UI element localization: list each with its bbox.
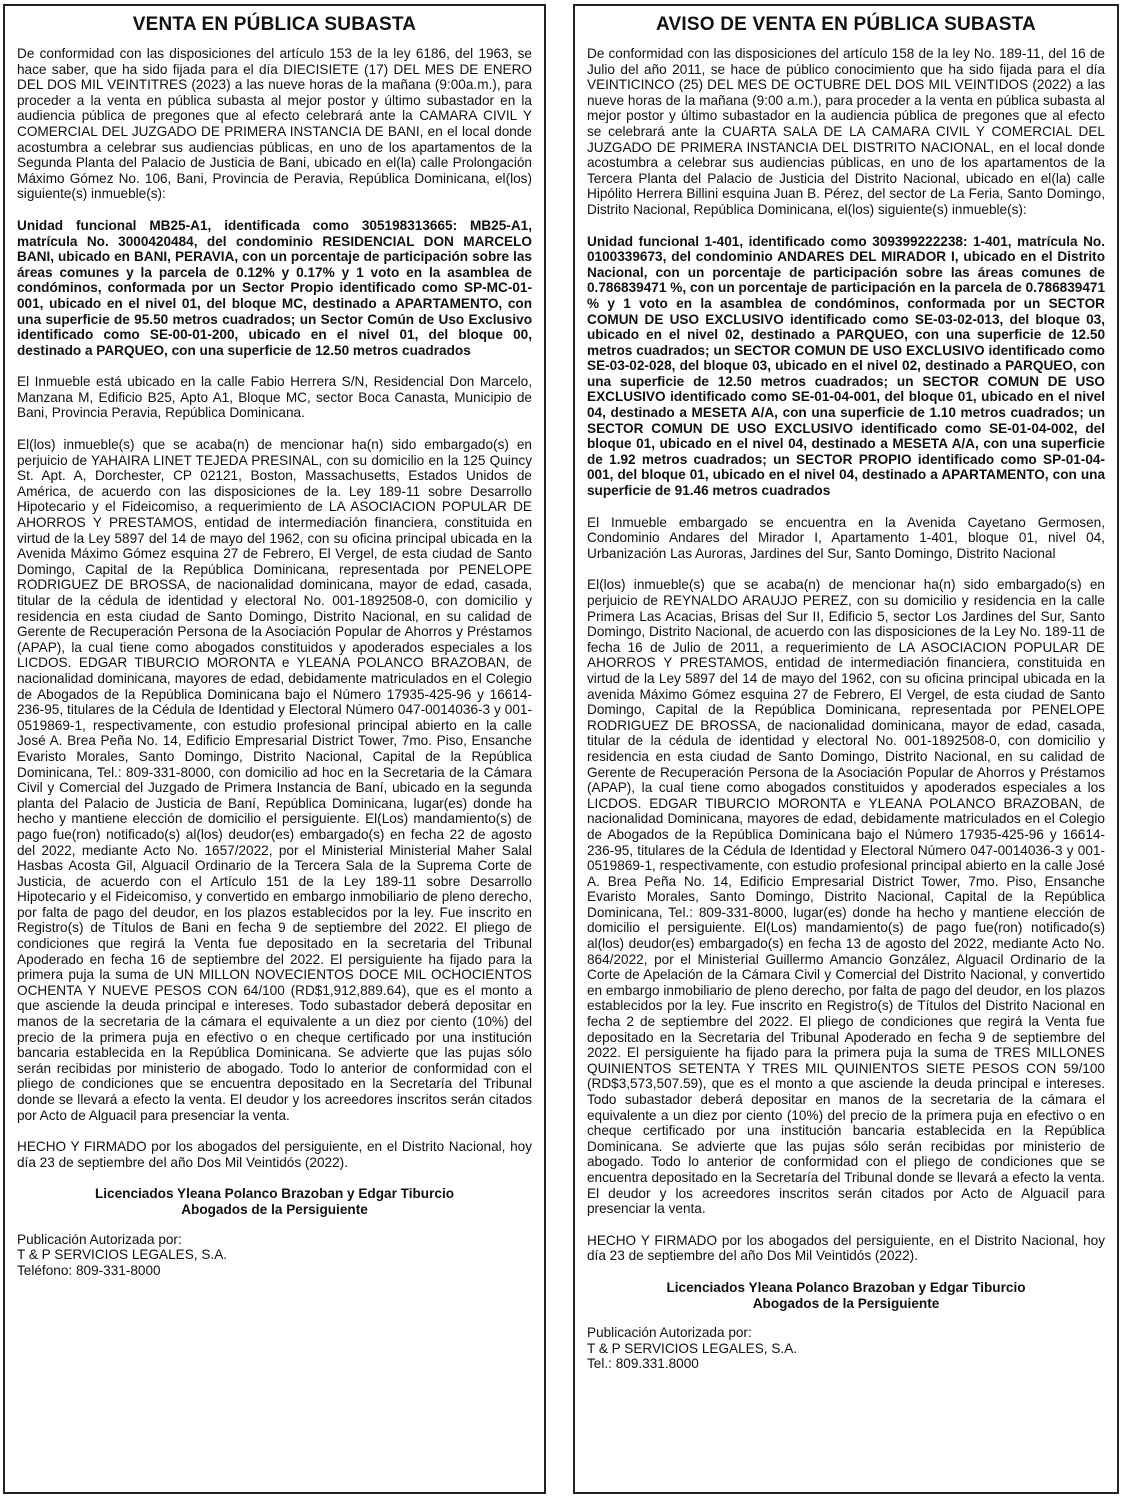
left-signature-role: Abogados de la Persiguiente	[181, 1201, 368, 1217]
left-signed-statement: HECHO Y FIRMADO por los abogados del persiguiente, en el Distrito Nacional, hoy día 23 de septiembre del año Dos Mil Veintidós (2022).	[17, 1139, 532, 1170]
left-property-description: Unidad funcional MB25-A1, identificada como 305198313665: MB25-A1, matrícula No. 3000420484, del condominio RESIDENCIAL DON MARCELO BANI, ubicado en BANI, PERAVIA, con un porcentaje de participación sobre las áreas comunes y la parcela de 0.12% y 0.17% y 1 voto en la asamblea de condóminos, conformada por un Sector Propio identificado como SP-MC-01-001, ubicado en el nivel 01, del bloque MC, destinado a APARTAMENTO, con una superficie de 95.50 metros cuadrados; un Sector Común de Uso Exclusivo identificado como SE-00-01-200, ubicado en el nivel 01, del bloque 00, destinado a PARQUEO, con una superficie de 12.50 metros cuadrados	[17, 217, 532, 358]
left-publication-block	[17, 1232, 532, 1279]
right-signature-role: Abogados de la Persiguiente	[752, 1295, 940, 1311]
left-publication-company: T & P SERVICIOS LEGALES, S.A.	[17, 1247, 228, 1263]
left-signature-names: Licenciados Yleana Polanco Brazoban y Edgar Tiburcio	[94, 1186, 455, 1202]
left-intro-paragraph: De conformidad con las disposiciones del artículo 153 de la ley 6186, del 1963, se hace saber, que ha sido fijada para el día DIECISIETE (17) DEL MES DE ENERO DEL DOS MIL VEINTITRES (2023) a las nueve horas de la mañana (9:00a.m.), para proceder a la venta en pública subasta al mejor postor y último subastador en la audiencia pública de pregones que al efecto celebrará ante la CAMARA CIVIL Y COMERCIAL DEL JUZGADO DE PRIMERA INSTANCIA DE BANI, en el local donde acostumbra a celebrar sus audiencias públicas, en uno de los apartamentos de la Segunda Planta del Palacio de Justicia de Bani, ubicado en el(la) calle Prolongación Máximo Gómez No. 106, Bani, Provincia de Peravia, República Dominicana, el(los) siguiente(s) inmueble(s):	[17, 46, 532, 202]
right-publication-block	[587, 1325, 1105, 1372]
right-signature-block	[587, 1280, 1105, 1311]
left-seizure-details: El(los) inmueble(s) que se acaba(n) de mencionar ha(n) sido embargado(s) en perjuicio de YAHAIRA LINET TEJEDA PRESINAL, con su domicilio en la 125 Quincy St. Apt. A, Dorchester, CP 02121, Boston, Massachusetts, Estados Unidos de América, de acuerdo con las disposiciones de la. Ley 189-11 sobre Desarrollo Hipotecario y el Fideicomiso, a requerimiento de LA ASOCIACION POPULAR DE AHORROS Y PRESTAMOS, entidad de intermediación financiera, constituida en virtud de la Ley 5897 del 14 de mayo del 1962, con su oficina principal ubicada en la Avenida Máximo Gómez esquina 27 de Febrero, El Vergel, de esta ciudad de Santo Domingo, Capital de la República Dominicana, representada por PENELOPE RODRIGUEZ DE BROSSA, de nacionalidad dominicana, mayor de edad, casada, titular de la cédula de identidad y electoral No. 001-1892508-0, con domicilio y residencia en esta ciudad de Santo Domingo, Distrito Nacional, en su calidad de Gerente de Recuperación Persona de la Asociación Popular de Ahorros y Préstamos (APAP), la cual tiene como abogados constituidos y apoderados especiales a los LICDOS. EDGAR TIBURCIO MORONTA e YLEANA POLANCO BRAZOBAN, de nacionalidad dominicana, mayores de edad, debidamente matriculados en el Colegio de Abogados de la República Dominicana bajo el Número 17935-425-96 y 16614-236-95, titulares de la Cédula de Identidad y Electoral Número 047-0014036-3 y 001-0519869-1, respectivamente, con estudio profesional principal abierto en la calle José A. Brea Peña No. 14, Edificio Empresarial District Tower, 7mo. Piso, Ensanche Evaristo Morales, Santo Domingo, Distrito Nacional, Capital de la República Dominicana, Tel.: 809-331-8000, con domicilio ad hoc en la Secretaria de la Cámara Civil y Comercial del Juzgado de Primera Instancia de Baní, ubicado en la segunda planta del Palacio de Justicia de Baní, República Dominicana, lugar(es) donde ha hecho y mantiene elección de domicilio el persiguiente. El(Los) mandamiento(s) de pago fue(ron) notificado(s) al(los) deudor(es) embargado(s) en fecha 22 de agosto del 2022, mediante Acto No. 1657/2022, por el Ministerial Ministerial Maher Salal Hasbas Acosta Gil, Alguacil Ordinario de la Tercera Sala de la Suprema Corte de Justicia, de acuerdo con el Artículo 151 de la Ley 189-11 sobre Desarrollo Hipotecario y el Fideicomiso, y convertido en embargo inmobiliario de pleno derecho, por falta de pago del deudor, en los plazos establecidos por la ley. Fue inscrito en Registro(s) de Títulos de Bani en fecha 9 de septiembre del 2022. El pliego de condiciones que regirá la Venta fue depositado en la secretaria del Tribunal Apoderado en fecha 16 de septiembre del 2022. El persiguiente ha fijado para la primera puja la suma de UN MILLON NOVECIENTOS DOCE MIL OCHOCIENTOS OCHENTA Y NUEVE PESOS CON 64/100 (RD$1,912,889.64), que es el monto a que asciende la deuda principal e intereses. Todo subastador deberá depositar en manos de la secretaria de la cámara el equivalente a un diez por ciento (10%) del precio de la primera puja en efectivo o en cheque certificado por una institución bancaria establecida en la República Dominicana. Se advierte que las pujas sólo serán recibidas por ministerio de abogado. Todo lo anterior de conformidad con el pliego de condiciones que se encuentra depositado en la Secretaría del Tribunal donde se llevará a efecto la venta. El deudor y los acreedores inscritos serán citados por Acto de Alguacil para presenciar la venta.	[17, 437, 532, 1123]
right-intro-paragraph: De conformidad con las disposiciones del artículo 158 de la ley No. 189-11, del 16 de Julio del año 2011, se hace de público conocimiento que ha sido fijada para el día VEINTICINCO (25) DEL MES DE OCTUBRE DEL DOS MIL VEINTIDOS (2022) a las nueve horas de la mañana (9:00 a.m.), para proceder a la venta en pública subasta al mejor postor y último subastador en la audiencia pública de pregones que al efecto se celebrará ante la CUARTA SALA DE LA CAMARA CIVIL Y COMERCIAL DEL JUZGADO DE PRIMERA INSTANCIA DEL DISTRITO NACIONAL, en el local donde acostumbra a celebrar sus audiencias públicas, en uno de los apartamentos de la Tercera Planta del Palacio de Justicia del Distrito Nacional, ubicado en el(la) calle Hipólito Herrera Billini esquina Juan B. Pérez, del sector de La Feria, Santo Domingo, Distrito Nacional, República Dominicana, el(los) siguiente(s) inmueble(s):	[587, 46, 1105, 217]
right-publication-label: Publicación Autorizada por:	[587, 1325, 752, 1341]
left-publication-label: Publicación Autorizada por:	[17, 1231, 182, 1247]
left-signature-block	[17, 1186, 532, 1217]
left-notice-title: VENTA EN PÚBLICA SUBASTA	[132, 14, 417, 35]
right-notice	[573, 4, 1119, 1494]
right-property-location: El Inmueble embargado se encuentra en la Avenida Cayetano Germosen, Condominio Andares del Mirador I, Apartamento 1-401, bloque 01, nivel 04, Urbanización Las Auroras, Jardines del Sur, Santo Domingo, Distrito Nacional	[587, 514, 1105, 561]
right-signed-statement: HECHO Y FIRMADO por los abogados del persiguiente, en el Distrito Nacional, hoy día 23 de septiembre del año Dos Mil Veintidós (2022).	[587, 1232, 1105, 1264]
right-seizure-details: El(los) inmueble(s) que se acaba(n) de mencionar ha(n) sido embargado(s) en perjuicio de REYNALDO ARAUJO PEREZ, con su domicilio y residencia en la calle Primera Las Acacias, Brisas del Sur II, Edificio 5, sector Los Jardines del Sur, Santo Domingo, Distrito Nacional, de acuerdo con las disposiciones de la Ley No. 189-11 de fecha 16 de Julio de 2011, a requerimiento de LA ASOCIACION POPULAR DE AHORROS Y PRESTAMOS, entidad de intermediación financiera, constituida en virtud de la Ley 5897 del 14 de mayo del 1962, con su oficina principal ubicada en la avenida Máximo Gómez esquina 27 de Febrero, El Vergel, de esta ciudad de Santo Domingo, Capital de la República Dominicana, representada por PENELOPE RODRIGUEZ DE BROSSA, de nacionalidad dominicana, mayor de edad, casada, titular de la cédula de identidad y electoral No. 001-1892508-0, con domicilio y residencia en esta ciudad de Santo Domingo, Distrito Nacional, en su calidad de Gerente de Recuperación Persona de la Asociación Popular de Ahorros y Préstamos (APAP), la cual tiene como abogados constituidos y apoderados especiales a los LICDOS. EDGAR TIBURCIO MORONTA e YLEANA POLANCO BRAZOBAN, de nacionalidad Dominicana, mayores de edad, debidamente matriculados en el Colegio de Abogados de la República Dominicana bajo el Número 17935-425-96 y 16614-236-95, titulares de la Cédula de Identidad y Electoral Número 047-0014036-3 y 001-0519869-1, respectivamente, con estudio profesional principal abierto en la calle José A. Brea Peña No. 14, Edificio Empresarial District Tower, 7mo. Piso, Ensanche Evaristo Morales, Santo Domingo, Distrito Nacional, Capital de la República Dominicana, Tel.: 809-331-8000, lugar(es) donde ha hecho y mantiene elección de domicilio el persiguiente. El(Los) mandamiento(s) de pago fue(ron) notificado(s) al(los) deudor(es) embargado(s) en fecha 13 de agosto del 2022, mediante Acto No. 864/2022, por el Ministerial Guillermo Amancio González, Alguacil Ordinario de la Corte de Apelación de la Cámara Civil y Comercial del Distrito Nacional, y convertido en embargo inmobiliario de pleno derecho, por falta de pago del deudor, en los plazos establecidos por la ley. Fue inscrito en Registro(s) de Títulos del Distrito Nacional en fecha 2 de septiembre del 2022. El pliego de condiciones que regirá la Venta fue depositado en la Secretaria del Tribunal Apoderado en fecha 9 de septiembre del 2022. El persiguiente ha fijado para la primera puja la suma de TRES MILLONES QUINIENTOS SETENTA Y TRES MIL QUINIENTOS SIETE PESOS CON 59/100 (RD$3,573,507.59), que es el monto a que asciende la deuda principal e intereses. Todo subastador deberá depositar en manos de la secretaria de la cámara el equivalente a un diez por ciento (10%) del precio de la primera puja en efectivo o en cheque certificado por una institución bancaria establecida en la República Dominicana. Se advierte que las pujas sólo serán recibidas por ministerio de abogado. Todo lo anterior de conformidad con el pliego de condiciones que se encuentra depositado en la Secretaría del Tribunal donde se llevará a efecto la venta. El deudor y los acreedores inscritos serán citados por Acto de Alguacil para presenciar la venta.	[587, 577, 1105, 1217]
right-notice-title: AVISO DE VENTA EN PÚBLICA SUBASTA	[656, 14, 1036, 35]
left-property-location: El Inmueble está ubicado en la calle Fabio Herrera S/N, Residencial Don Marcelo, Manzana M, Edificio B25, Apto A1, Bloque MC, sector Boca Canasta, Municipio de Bani, Provincia Peravia, República Dominicana.	[17, 374, 532, 421]
left-publication-phone: Teléfono: 809-331-8000	[17, 1262, 161, 1278]
right-property-description: Unidad funcional 1-401, identificado como 309399222238: 1-401, matrícula No. 0100339673, del condominio ANDARES DEL MIRADOR I, ubicado en el Distrito Nacional, con un porcentaje de participación sobre las áreas comunes de 0.786839471 %, con un porcentaje de participación en la parcela de 0.786839471 % y 1 voto en la asamblea de condóminos, conformada por un SECTOR COMUN DE USO EXCLUSIVO identificado como SE-03-02-013, del bloque 03, ubicado en el nivel 02, destinado a PARQUEO, con una superficie de 12.50 metros cuadrados; un SECTOR COMUN DE USO EXCLUSIVO identificado como SE-03-02-028, del bloque 03, ubicado en el nivel 02, destinado a PARQUEO, con una superficie de 12.50 metros cuadrados; un SECTOR COMUN DE USO EXCLUSIVO identificado como SE-01-04-001, del bloque 01, ubicado en el nivel 04, destinado a MESETA A/A, con una superficie de 1.10 metros cuadrados; un SECTOR COMUN DE USO EXCLUSIVO identificado como SE-01-04-002, del bloque 01, ubicado en el nivel 04, destinado a MESETA A/A, con una superficie de 1.92 metros cuadrados; un SECTOR PROPIO identificado como SP-01-04-001, del bloque 01, ubicado en el nivel 04, destinado a APARTAMENTO, con una superficie de 91.46 metros cuadrados	[587, 233, 1105, 499]
right-publication-phone: Tel.: 809.331.8000	[587, 1356, 699, 1372]
left-notice	[3, 4, 546, 1494]
right-publication-company: T & P SERVICIOS LEGALES, S.A.	[587, 1340, 798, 1356]
right-signature-names: Licenciados Yleana Polanco Brazoban y Edgar Tiburcio	[666, 1279, 1026, 1295]
